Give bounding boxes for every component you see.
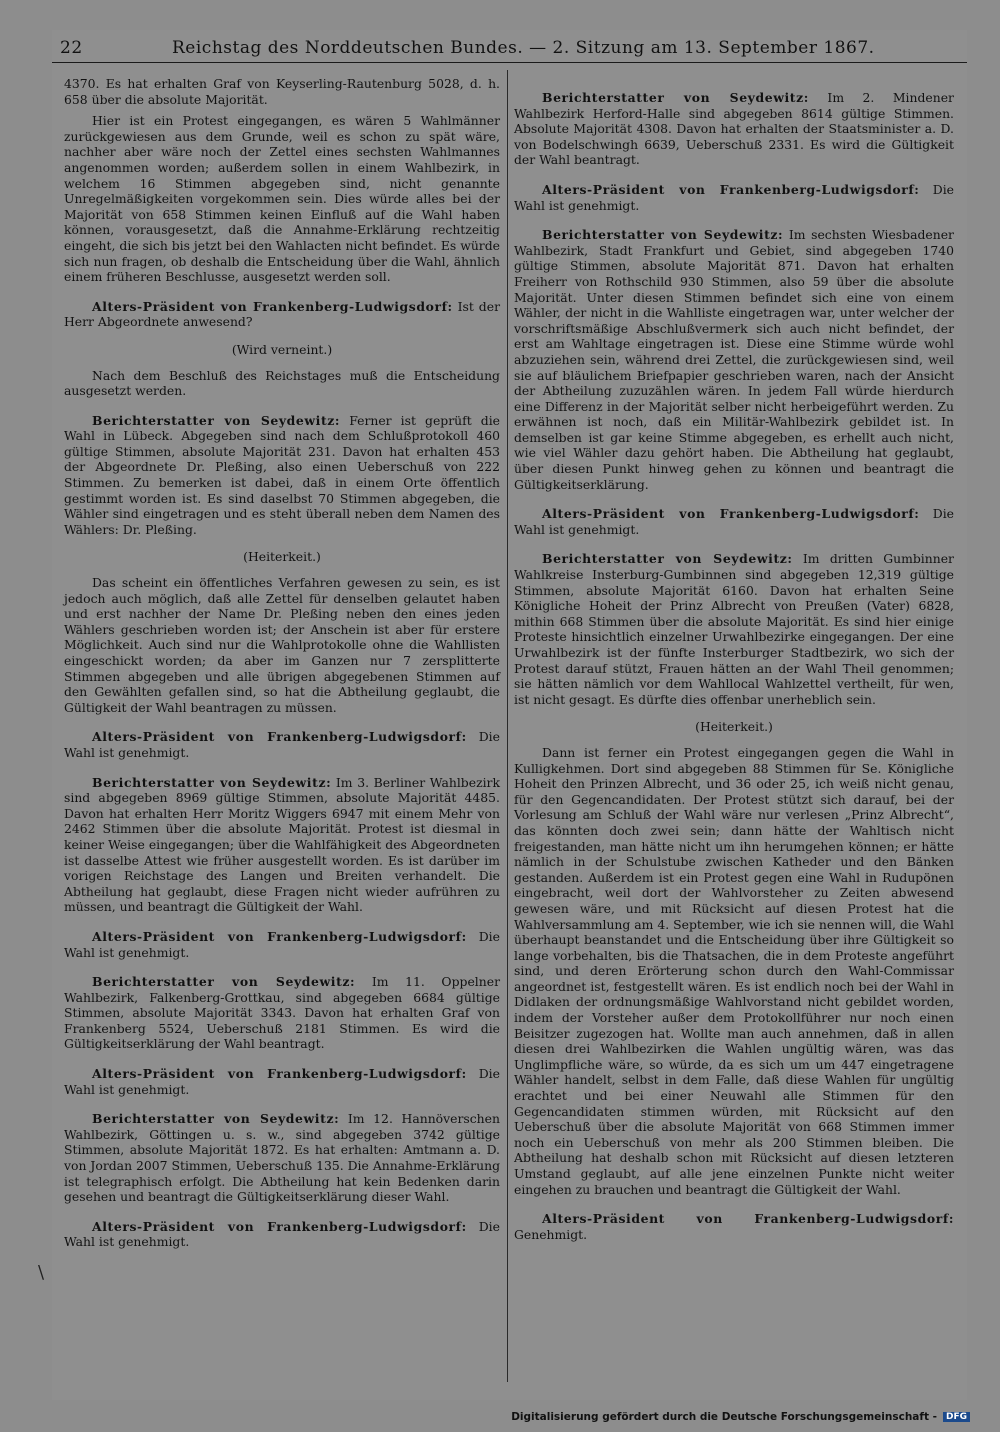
- speaker-name: Berichterstatter von Seydewitz:: [542, 227, 784, 243]
- speech-text: Die Wahl ist genehmigt.: [64, 1218, 500, 1250]
- stage-direction-text: (Heiterkeit.): [243, 549, 321, 565]
- speech-paragraph: [514, 1211, 954, 1242]
- body-paragraph: [64, 575, 500, 715]
- speech-text: Im 2. Mindener Wahlbezirk Herford-Halle sind abgegeben 8614 gültige Stimmen. Absolute Majorität 4308. Davon hat erhalten der Staatsminister a. D. von Bodelschwingh 6639, Ueberschuß 2331. Es wird die Gültigkeit der Wahl beantragt.: [514, 90, 954, 168]
- speaker-name: Alters-Präsident von Frankenberg-Ludwigsdorf:: [92, 928, 467, 944]
- stage-direction: [64, 342, 500, 358]
- speaker-name: Berichterstatter von Seydewitz:: [542, 90, 809, 105]
- stage-direction-text: (Heiterkeit.): [695, 719, 773, 735]
- speech-paragraph: [64, 1219, 500, 1250]
- speaker-name: Alters-Präsident von Frankenberg-Ludwigsdorf:: [92, 1066, 467, 1082]
- speaker-name: Alters-Präsident von Frankenberg-Ludwigsdorf:: [542, 1211, 954, 1227]
- speech-text: Die Wahl ist genehmigt.: [64, 1066, 500, 1097]
- left-column: [64, 76, 500, 1256]
- paragraph-text: Hier ist ein Protest eingegangen, es wären 5 Wahlmänner zurückgewiesen aus dem Grunde, weil es schon zu spät wäre, nachher aber wäre noch der Zettel eines sechsten Wahlmannes angenommen worden; außerdem sollen in einem Wahlbezirk, in welchem 16 Stimmen abgegeben sind, nicht genannte Unregelmäßigkeiten vorgekommen sein. Dies würde alles bei der Majorität von 658 Stimmen keinen Einfluß auf die Wahl haben können, vorausgesetzt, daß die Annahme-Erklärung rechtzeitig eingeht, die sich bis jetzt bei den Wahlacten nicht befindet. Es würde sich nun fragen, ob deshalb die Entscheidung über die Wahl, ähnlich einem früheren Beschlusse, ausgesetzt werden soll.: [64, 113, 500, 285]
- speaker-name: Alters-Präsident von Frankenberg-Ludwigsdorf:: [92, 298, 453, 314]
- speech-text: Die Wahl ist genehmigt.: [514, 181, 954, 213]
- speaker-name: Berichterstatter von Seydewitz:: [542, 551, 793, 567]
- paragraph-text: Das scheint ein öffentliches Verfahren gewesen zu sein, es ist jedoch auch möglich, daß alle Zettel für denselben gelautet haben und erst nachher der Name Dr. Pleßing neben den eines jeden Wählers geschrieben worden ist; der Anschein ist aber für erstere Möglichkeit. Auch sind nur die Wahlprotokolle ohne die Wahllisten eingeschickt worden; da aber im Ganzen nur 7 zersplitterte Stimmen abgegeben und alle übrigen abgegebenen Stimmen auf den Gewählten gefallen sind, so hat die Abtheilung geglaubt, die Gültigkeit der Wahl beantragen zu müssen.: [64, 575, 500, 715]
- speech-paragraph: [64, 413, 500, 538]
- footer-text: Digitalisierung gefördert durch die Deutsche Forschungsgemeinschaft -: [511, 1411, 937, 1423]
- speaker-name: Alters-Präsident von Frankenberg-Ludwigsdorf:: [92, 1218, 467, 1234]
- speech-text: Im 11. Oppelner Wahlbezirk, Falkenberg-Grottkau, sind abgegeben 6684 gültige Stimmen, absolute Majorität 3343. Davon hat erhalten Graf von Frankenberg 5524, Ueberschuß 2181 Stimmen. Es wird die Gültigkeitserklärung der Wahl beantragt.: [64, 974, 500, 1052]
- speech-text: Die Wahl ist genehmigt.: [64, 729, 500, 760]
- stage-direction: [64, 549, 500, 565]
- speech-paragraph: [514, 551, 954, 707]
- speech-text: Im 12. Hannöverschen Wahlbezirk, Göttingen u. s. w., sind abgegeben 3742 gültige Stimmen, absolute Majorität 1872. Es hat erhalten: Amtmann a. D. von Jordan 2007 Stimmen, Ueberschuß 135. Die Annahme-Erklärung ist telegraphisch erfolgt. Die Abtheilung hat kein Bedenken darin gesehen und beantragt die Gültigkeitserklärung dieser Wahl.: [64, 1111, 500, 1205]
- speaker-name: Alters-Präsident von Frankenberg-Ludwigsdorf:: [542, 181, 920, 197]
- body-paragraph: [64, 368, 500, 399]
- speaker-name: Alters-Präsident von Frankenberg-Ludwigsdorf:: [542, 506, 920, 522]
- body-paragraph: [64, 113, 500, 285]
- speech-text: Im 3. Berliner Wahlbezirk sind abgegeben 8969 gültige Stimmen, absolute Majorität 4485. Davon hat erhalten Herr Moritz Wiggers 6947 mit einem Mehr von 2462 Stimmen über die absolute Majorität. Protest ist diesmal in keiner Weise eingegangen; über die Wahlfähigkeit des Abgeordneten ist dasselbe Attest wie früher ausgestellt worden. Es ist darüber im vorigen Reichstage des Langen und Breiten verhandelt. Die Abtheilung hat geglaubt, diese Fragen nicht wieder aufrühren zu müssen, und beantragt die Gültigkeit der Wahl.: [64, 774, 500, 915]
- speaker-name: Berichterstatter von Seydewitz:: [92, 1111, 340, 1127]
- speech-paragraph: [64, 775, 500, 915]
- speech-text: Ferner ist geprüft die Wahl in Lübeck. Abgegeben sind nach dem Schlußprotokoll 460 gültige Stimmen, absolute Majorität 231. Davon hat erhalten 453 der Abgeordnete Dr. Pleßing, also einen Ueberschuß von 222 Stimmen. Zu bemerken ist dabei, daß in einem Orte öffentlich gestimmt worden ist. Es sind daselbst 70 Stimmen abgegeben, die Wähler sind eingetragen und es steht überall neben dem Namen des Wählers: Dr. Pleßing.: [64, 412, 500, 537]
- stage-direction-text: (Wird verneint.): [231, 341, 333, 357]
- running-title: Reichstag des Norddeutschen Bundes. — 2. Sitzung am 13. September 1867.: [172, 38, 875, 58]
- speech-paragraph: [64, 974, 500, 1052]
- speech-text: Im sechsten Wiesbadener Wahlbezirk, Stadt Frankfurt und Gebiet, sind abgegeben 1740 gültige Stimmen, absolute Majorität 871. Davon hat erhalten Freiherr von Rothschild 930 Stimmen, also 59 über die absolute Majorität. Unter diesen Stimmen befindet sich eine von einem Wähler, der nicht in die Wahlliste eingetragen war, unter welcher der vorschriftsmäßige Abschlußvermerk sich auch nicht befindet, der erst am Wahltage eingetragen ist. Diese eine Stimme würde wohl abzuziehen sein, während drei Zettel, die zurückgewiesen sind, weil sie auf bläulichem Briefpapier geschrieben waren, nach der Ansicht der Abtheilung zuzuzählen wären. In jedem Fall würde hierdurch eine Differenz in der Majorität selber nicht herbeigeführt werden. Zu erwähnen ist noch, daß ein Militär-Wahlbezirk gebildet ist. In demselben ist gar keine Stimme abgegeben, es erhellt auch nicht, wie viel Wähler dazu gehört haben. Die Abtheilung hat geglaubt, über diesen Punkt hinweg gehen zu können und beantragt die Gültigkeitserklärung.: [514, 227, 954, 492]
- dfg-logo: DFG: [943, 1412, 970, 1422]
- speaker-name: Berichterstatter von Seydewitz:: [92, 974, 356, 990]
- body-paragraph: [64, 76, 500, 107]
- speech-paragraph: [514, 90, 954, 168]
- speech-paragraph: [514, 227, 954, 492]
- footer-credit: [511, 1411, 970, 1423]
- margin-mark: \: [38, 1262, 45, 1283]
- speech-text: Im dritten Gumbinner Wahlkreise Insterburg-Gumbinnen sind abgegeben 12,319 gültige Stimmen, absolute Majorität 6160. Davon hat erhalten Seine Königliche Hoheit der Prinz Albrecht von Preußen (Vater) 6828, mithin 668 Stimmen über die absolute Majorität. Es sind hier einige Proteste hinsichtlich einzelner Urwahlbezirke eingegangen. Der eine Urwahlbezirk ist der fünfte Insterburger Stadtbezirk, wo sich der Protest darauf stützt, Frauen hätten an der Wahl Theil genommen; sie hätten nämlich vor dem Wahllocal Wahlzettel vertheilt, für wen, ist nicht gesagt. Es dürfte dies offenbar unerheblich sein.: [514, 551, 954, 707]
- right-column: [514, 76, 954, 1248]
- paragraph-text: 4370. Es hat erhalten Graf von Keyserling-Rautenburg 5028, d. h. 658 über die absolute Majorität.: [64, 76, 500, 107]
- speech-paragraph: [64, 1111, 500, 1205]
- speech-paragraph: [64, 299, 500, 330]
- paragraph-text: Nach dem Beschluß des Reichstages muß die Entscheidung ausgesetzt werden.: [64, 367, 500, 399]
- speech-text: Genehmigt.: [514, 1226, 588, 1242]
- speech-paragraph: [64, 929, 500, 960]
- speech-text: Die Wahl ist genehmigt.: [64, 928, 500, 960]
- speech-text: Die Wahl ist genehmigt.: [514, 506, 954, 537]
- speaker-name: Alters-Präsident von Frankenberg-Ludwigsdorf:: [92, 729, 467, 745]
- body-paragraph: [514, 745, 954, 1197]
- speech-paragraph: [64, 729, 500, 760]
- speaker-name: Berichterstatter von Seydewitz:: [92, 412, 341, 428]
- column-divider: [507, 70, 508, 1382]
- speaker-name: Berichterstatter von Seydewitz:: [92, 774, 332, 790]
- page-number: 22: [60, 38, 83, 58]
- speech-paragraph: [64, 1066, 500, 1097]
- paragraph-text: Dann ist ferner ein Protest eingegangen gegen die Wahl in Kulligkehmen. Dort sind abgegeben 88 Stimmen für Se. Königliche Hoheit den Prinzen Albrecht, und 36 oder 25, ich weiß nicht genau, für den Gegencandidaten. Der Protest stützt sich darauf, bei der Vorlesung am Schluß der Wahl wäre nur verlesen „Prinz Albrecht“, das könnten doch zwei sein; dann hätte der Wahltisch nicht freigestanden, man hätte nicht um ihn herumgehen können; er hätte nämlich in der Schulstube zwischen Katheder und den Bänken gestanden. Außerdem ist ein Protest gegen eine Wahl in Rudupönen eingebracht, weil dort der Wahlvorsteher zu Zeiten abwesend gewesen wäre, und mit Rücksicht auf diesen Protest hat die Wahlversammlung am 4. September, wie ich sie nennen will, die Wahl überhaupt beanstandet und die Entscheidung über ihre Gültigkeit so lange vorbehalten, bis die Thatsachen, die in dem Proteste angeführt sind, und deren Erörterung schon durch den Wahl-Commissar angeordnet ist, festgestellt wären. Es ist endlich noch bei der Wahl in Didlaken der ordnungsmäßige Wahlvorstand nicht gebildet worden, indem der Vorsteher außer dem Protokollführer nur noch einen Beisitzer zugezogen hat. Wollte man auch annehmen, daß in allen diesen drei Wahlbezirken die Wahlen ungültig wären, was das Unglimpfliche wäre, so würde, da es sich um um 447 eingetragene Wähler handelt, selbst in dem Falle, daß diese Wahlen für ungültig erachtet und bei einer Neuwahl alle Stimmen für den Gegencandidaten stimmen würden, mit Rücksicht auf den Ueberschuß über die absolute Majorität von 668 Stimmen immer noch ein Ueberschuß von mehr als 200 Stimmen bleiben. Die Abtheilung hat deshalb schon mit Rücksicht auf diesen letzteren Umstand geglaubt, auf alle jene einzelnen Punkte nicht weiter eingehen zu brauchen und beantragt die Gültigkeit der Wahl.: [514, 744, 954, 1197]
- speech-text: Ist der Herr Abgeordnete anwesend?: [64, 298, 500, 330]
- page-header: [52, 36, 967, 63]
- speech-paragraph: [514, 182, 954, 213]
- document-page: [52, 30, 967, 1400]
- stage-direction: [514, 719, 954, 735]
- speech-paragraph: [514, 506, 954, 537]
